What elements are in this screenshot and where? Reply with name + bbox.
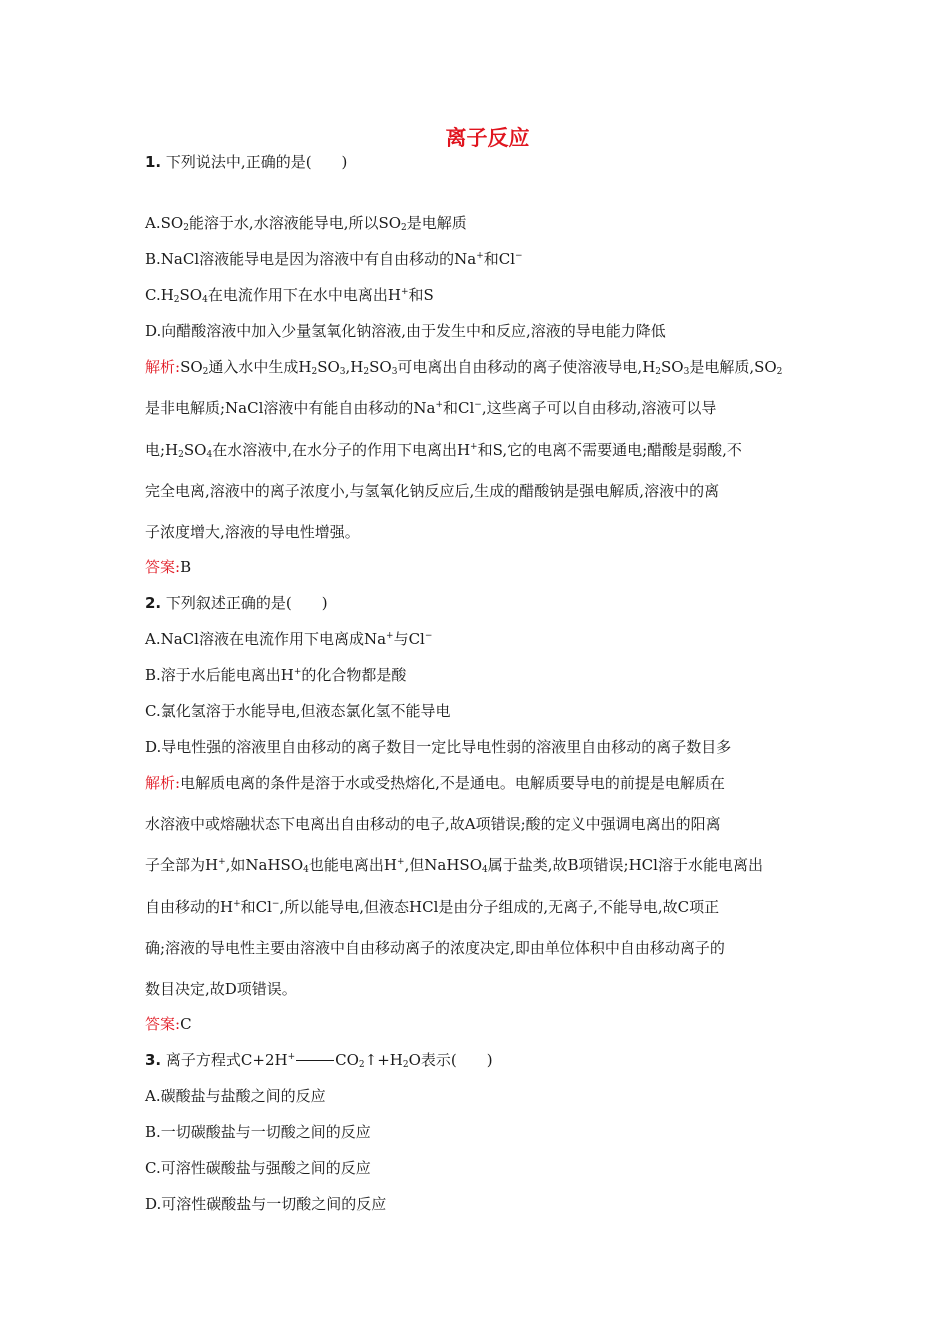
question-number: 2. [145, 594, 162, 612]
q2-option-b: B.溶于水后能电离出H+的化合物都是酸 [145, 666, 407, 684]
answer-label: 答案: [145, 1015, 181, 1033]
q1-option-a: $A.SO_2$能溶于水,水溶液能导电,所以$SO_2$是电解质 [145, 214, 467, 233]
question-3-stem: 3. 离子方程式C+2H+ $CO_2↑+H_2O$表示( ) [145, 1051, 493, 1070]
q2-option-d: D.导电性强的溶液里自由移动的离子数目一定比导电性弱的溶液里自由移动的离子数目多 [145, 738, 732, 756]
analysis-label: 解析: [145, 774, 181, 792]
q3-option-a: A.碳酸盐与盐酸之间的反应 [145, 1087, 326, 1105]
page-title: 离子反应 [445, 126, 530, 150]
answer-value: C [180, 1015, 192, 1033]
question-number: 1. [145, 153, 162, 171]
q1-analysis-line-1: 解析$:SO_2$通入水中生成$H_2SO_3,H_2SO_3$可电离出自由移动的离子使溶液导电$,H_2SO_3$是电解质$,SO_2$ [145, 358, 783, 377]
answer-value: B [180, 558, 192, 576]
q3-option-b: B.一切碳酸盐与一切酸之间的反应 [145, 1123, 371, 1141]
q1-analysis-line-3: 电$;H_2SO_4$在水溶液中,在水分子的作用下电离出H+和S,它的电离不需要通电;醋酸是弱酸,不 [145, 441, 742, 460]
question-1-stem [145, 152, 347, 172]
question-text: 下列说法中,正确的是( ) [165, 153, 348, 171]
q3-option-c: C.可溶性碳酸盐与强酸之间的反应 [145, 1159, 371, 1177]
question-text: 下列叙述正确的是( ) [165, 594, 328, 612]
question-2-stem [145, 593, 328, 613]
q2-analysis-line-3: 子全部为H+,如NaHSO$_4$也能电离出H+,但NaHSO$_4$属于盐类,故B项错误;HCl溶于水能电离出 [145, 856, 763, 875]
q2-option-c: C.氯化氢溶于水能导电,但液态氯化氢不能导电 [145, 702, 451, 720]
q2-analysis-line-5: 确;溶液的导电性主要由溶液中自由移动离子的浓度决定,即由单位体积中自由移动离子的 [145, 939, 725, 957]
q1-option-c: $C.H_2SO_4$在电流作用下在水中电离出H+和S [145, 286, 434, 305]
analysis-label: 解析: [145, 358, 181, 376]
q2-analysis-line-1: 解析:电解质电离的条件是溶于水或受热熔化,不是通电。电解质要导电的前提是电解质在 [145, 774, 725, 792]
q2-answer [145, 1014, 192, 1034]
equation-equals-line [296, 1060, 334, 1061]
question-number: 3. [145, 1051, 162, 1069]
q3-option-d: D.可溶性碳酸盐与一切酸之间的反应 [145, 1195, 387, 1213]
q1-analysis-line-2: 是非电解质;NaCl溶液中有能自由移动的Na+和Cl−,这些离子可以自由移动,溶液可以导 [145, 399, 717, 417]
q2-analysis-line-4: 自由移动的H+和Cl−,所以能导电,但液态HCl是由分子组成的,无离子,不能导电,故C项正 [145, 898, 720, 916]
q1-analysis-line-4: 完全电离,溶液中的离子浓度小,与氢氧化钠反应后,生成的醋酸钠是强电解质,溶液中的离 [145, 482, 720, 500]
q2-analysis-line-6: 数目决定,故D项错误。 [145, 980, 297, 998]
q1-option-b: B.NaCl溶液能导电是因为溶液中有自由移动的Na+和Cl− [145, 250, 523, 268]
q2-analysis-line-2: 水溶液中或熔融状态下电离出自由移动的电子,故A项错误;酸的定义中强调电离出的阳离 [145, 815, 721, 833]
q1-option-d: D.向醋酸溶液中加入少量氢氧化钠溶液,由于发生中和反应,溶液的导电能力降低 [145, 322, 666, 340]
q2-option-a: A.NaCl溶液在电流作用下电离成Na+与Cl− [145, 630, 433, 648]
q1-answer [145, 557, 191, 577]
answer-label: 答案: [145, 558, 181, 576]
q1-analysis-line-5: 子浓度增大,溶液的导电性增强。 [145, 523, 360, 541]
